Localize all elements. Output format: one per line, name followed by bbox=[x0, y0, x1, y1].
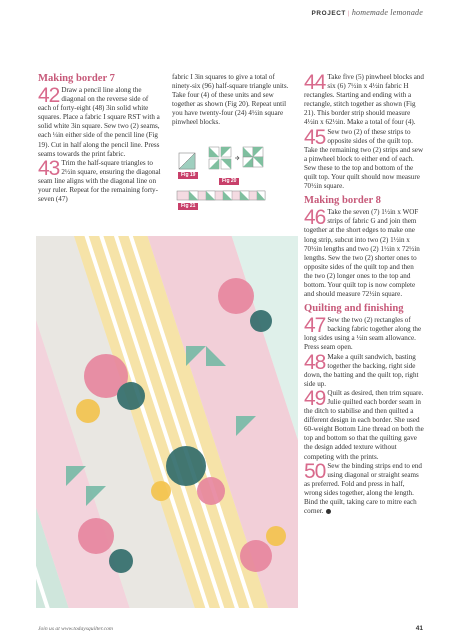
step-number: 50 bbox=[304, 459, 326, 483]
end-mark-icon bbox=[326, 509, 331, 514]
step-text: Draw a pencil line along the diagonal on the reverse side of each of forty-eight (48) 3in solid white squares. Place a fabric I square RST with a solid white 3in square. Sew two (2) seams, each ¼in either side of the pencil line (Fig 19). Cut in half along the pencil line. Press seams towards the print fabric. bbox=[38, 86, 160, 158]
step-number: 48 bbox=[304, 350, 326, 374]
fig20-diagram bbox=[209, 147, 263, 169]
step-text: Make a quilt sandwich, basting together the backing, right side down, the batting and the quilt top, right side up. bbox=[304, 352, 419, 388]
column-2 bbox=[172, 73, 295, 128]
step-49 bbox=[304, 386, 424, 462]
step-45 bbox=[304, 125, 424, 192]
step-47 bbox=[304, 316, 424, 352]
step-text: Sew two (2) of these strips to opposite sides of the quilt top. Take the remaining two (2) strips and sew a pinwheel block to either end of each. Sew these to the top and bottom of the quilt top. Your quilt should now measure 70½in square. bbox=[304, 127, 424, 191]
column-3 bbox=[304, 73, 424, 516]
footer-website: Join us at www.todaysquilter.com bbox=[38, 626, 113, 632]
figure-group bbox=[175, 143, 267, 215]
section-title-quilting: Quilting and finishing bbox=[304, 303, 404, 315]
step-46 bbox=[304, 208, 424, 299]
step-number: 43 bbox=[38, 156, 60, 180]
step-text: Sew the two (2) rectangles of backing fabric together along the long sides using a ½in seam allowance. Press seam open. bbox=[304, 316, 422, 352]
step-44 bbox=[304, 73, 424, 128]
quilt-illustration bbox=[36, 236, 298, 608]
page-number: 41 bbox=[415, 625, 423, 632]
step-text: Take the seven (7) 1½in x WOF strips of fabric G and join them together at the short edges to make one long strip, subcut into two (2) 1½in x 70½in lengths and two (2) 1½in x 72½in lengths. Sew the two (2) shorter ones to opposite sides of the quilt top and then the two (2) longer ones to the top and bottom. Your quilt top is now complete and should measure 72½in square. bbox=[304, 208, 420, 299]
step-text: Quilt as desired, then trim square. Julie quilted each border seam in the ditch to stabilise and then quilted a different design in each border. She used 60-weight Bottom Line thread on both the top and bottom so that the quilting gave the design added texture without competing with the prints. bbox=[304, 388, 424, 461]
fig21-label: Fig 21 bbox=[178, 203, 198, 210]
step-48 bbox=[304, 350, 424, 389]
step-43-continued: fabric I 3in squares to give a total of ninety-six (96) half-square triangle units. Take four (4) of these units and sew together as shown (Fig 20). Repeat until you have twenty-four (24) 4½in square pinwheel blocks. bbox=[172, 73, 289, 127]
quilt-photo bbox=[36, 236, 298, 608]
fig19-diagram bbox=[179, 153, 195, 169]
step-number: 45 bbox=[304, 125, 326, 149]
step-number: 47 bbox=[304, 314, 326, 338]
step-text: Trim the half-square triangles to 2½in square, ensuring the diagonal seam line aligns with the diagonal line on your ruler. Repeat for the remaining forty-seven (47) bbox=[38, 158, 161, 204]
running-header bbox=[312, 8, 423, 17]
step-number: 46 bbox=[304, 206, 326, 230]
section-title-border7: Making border 7 bbox=[38, 73, 115, 84]
step-number: 42 bbox=[38, 84, 60, 107]
header-project: PROJECT bbox=[311, 10, 346, 17]
step-42 bbox=[38, 86, 162, 159]
header-separator: | bbox=[347, 10, 350, 17]
step-text: Sew the binding strips end to end using diagonal or straight seams as preferred. Fold and press in half, wrong sides together, along the length. Bind the quilt, taking care to mitre each corner. bbox=[304, 461, 422, 516]
column-1 bbox=[38, 73, 162, 204]
fig20-label: Fig 20 bbox=[219, 178, 239, 185]
step-43 bbox=[38, 156, 162, 204]
step-number: 44 bbox=[304, 71, 326, 94]
fig21-diagram bbox=[177, 191, 265, 200]
section-title-border8: Making border 8 bbox=[304, 195, 381, 207]
header-title: homemade lemonade bbox=[351, 8, 423, 17]
step-number: 49 bbox=[304, 386, 326, 410]
step-text: Take five (5) pinwheel blocks and six (6) 7½in x 4½in fabric H rectangles. Starting and ending with a rectangle, stitch together as shown (Fig 21). This border strip should measure 4½in x 62½in. Make a total of four (4). bbox=[304, 73, 424, 127]
fig19-label: Fig 19 bbox=[178, 172, 198, 179]
step-50 bbox=[304, 459, 424, 517]
